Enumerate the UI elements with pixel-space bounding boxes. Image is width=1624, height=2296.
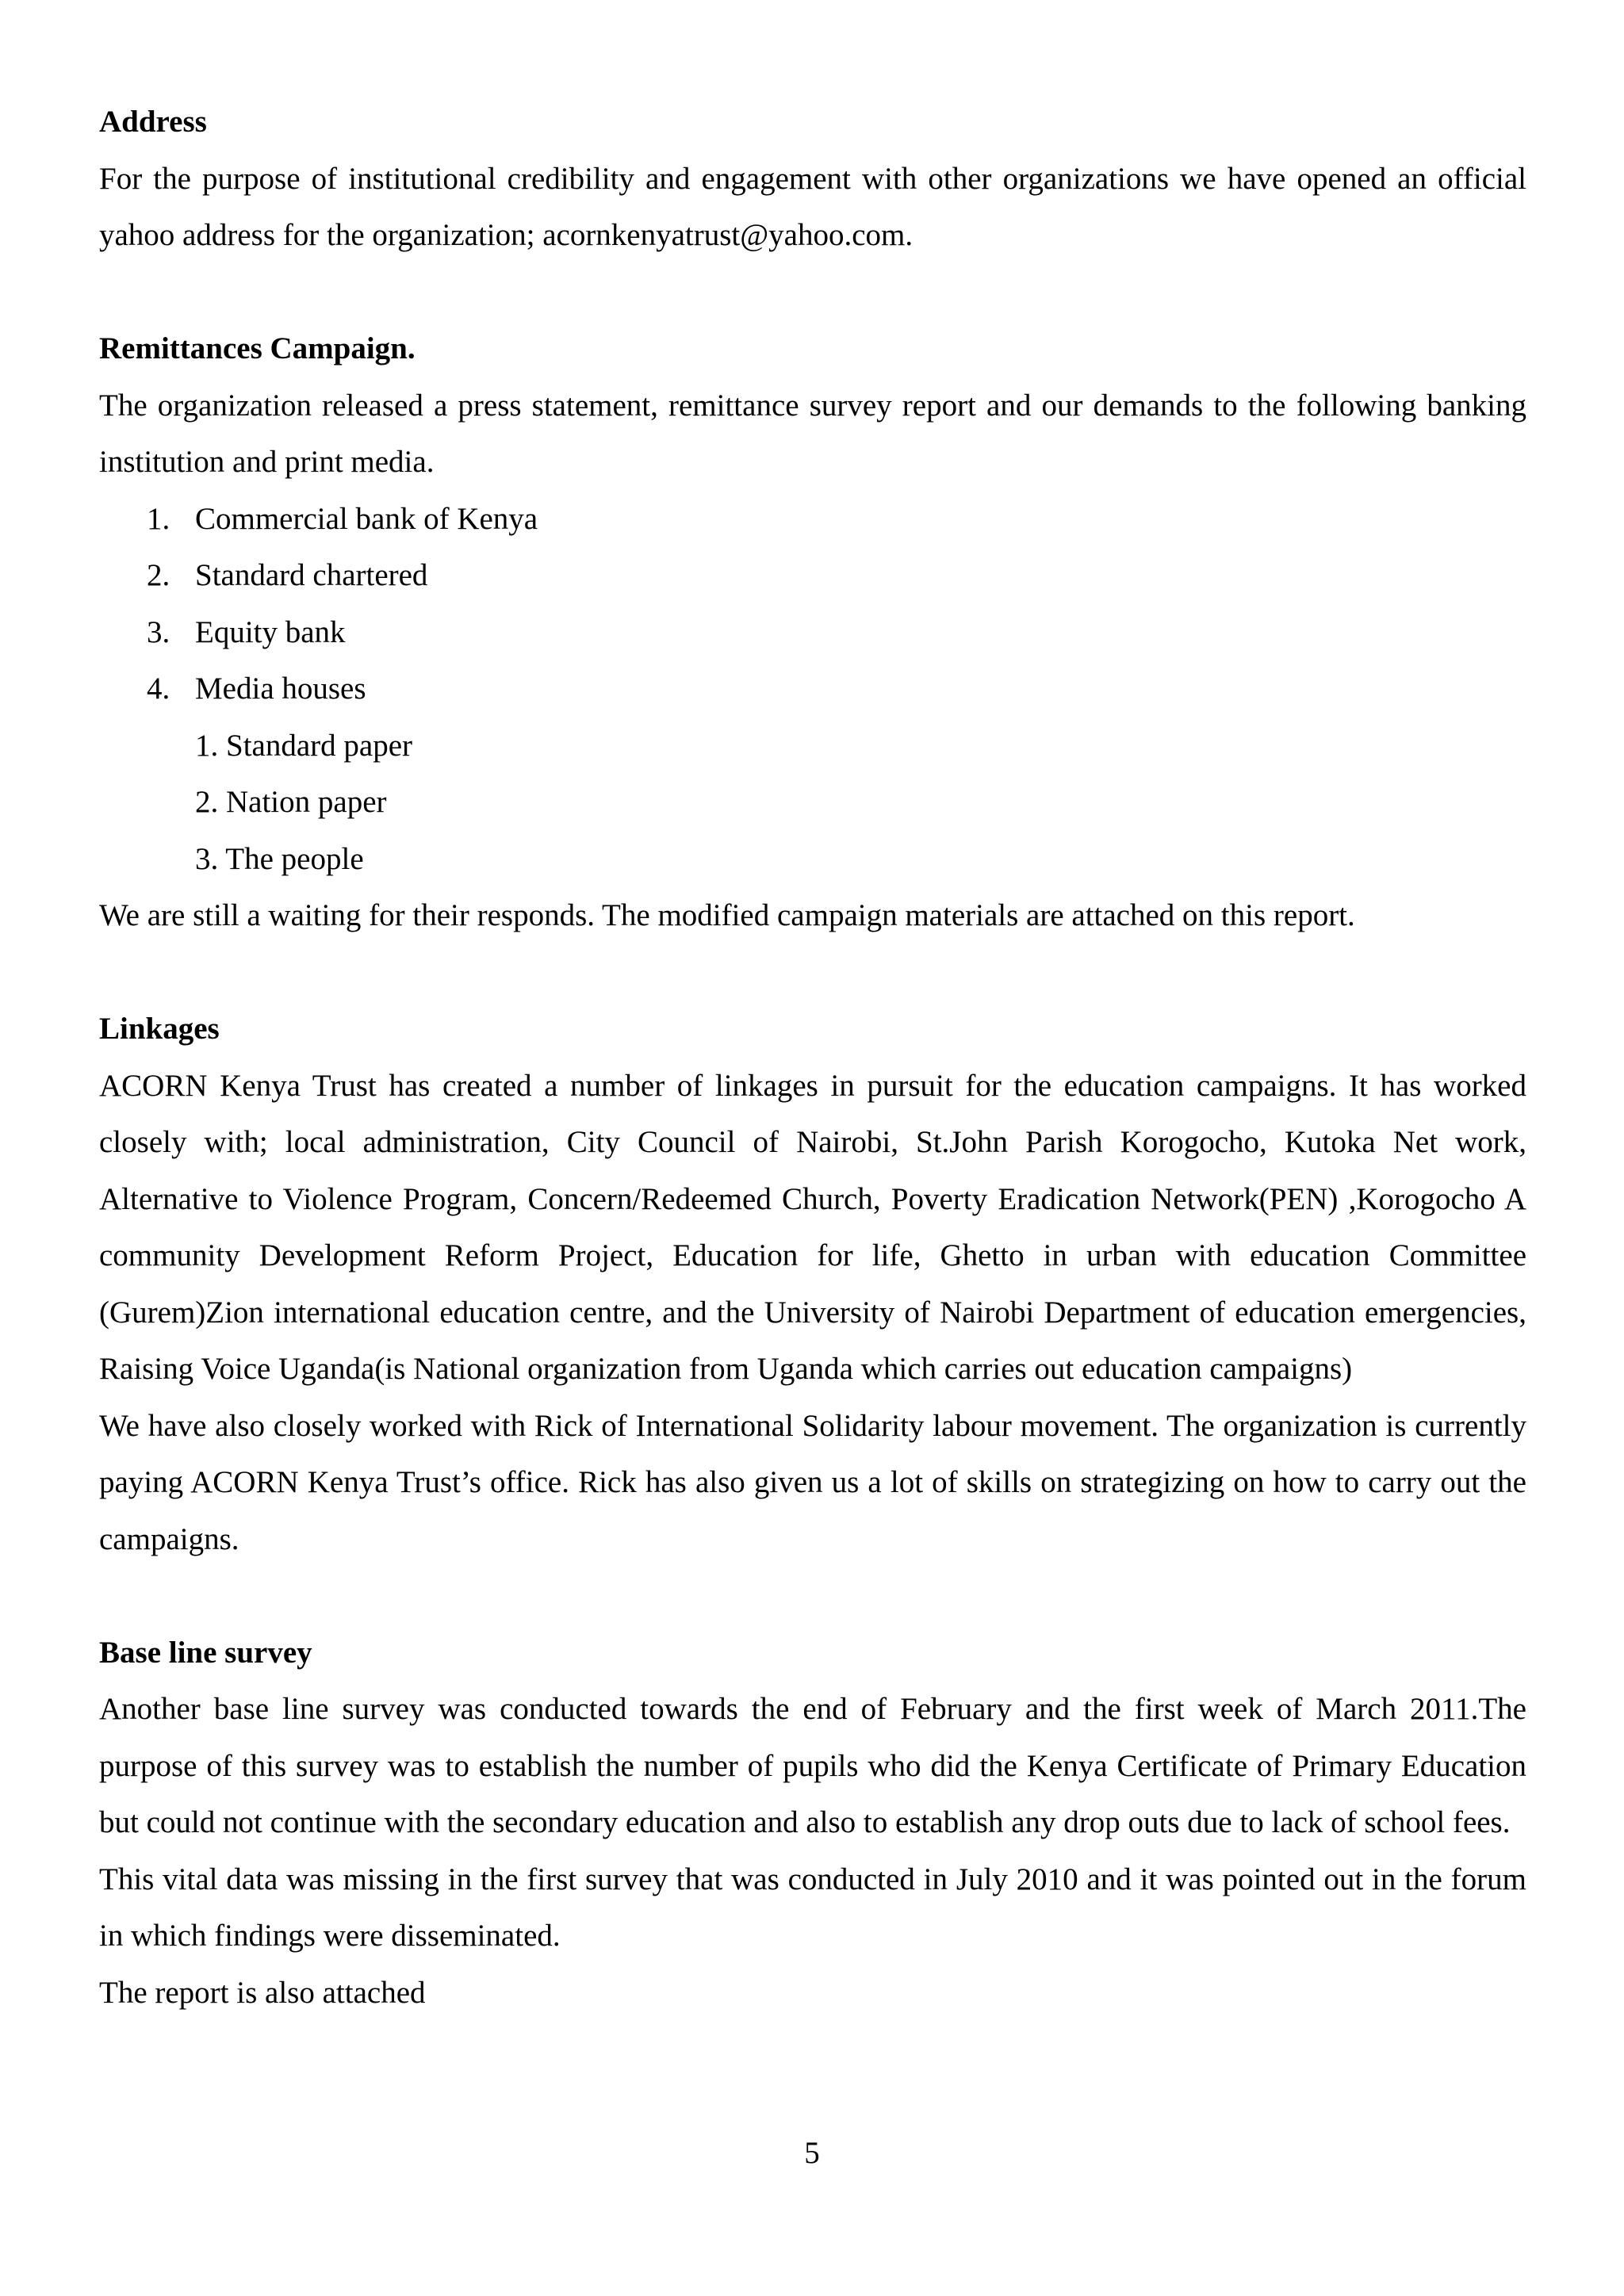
remittances-section: [99, 320, 1526, 944]
list-item-number: 4.: [147, 672, 170, 706]
list-item: [99, 660, 1526, 718]
baseline-paragraph-2: This vital data was missing in the first survey that was conducted in July 2010 and it was pointed out in the forum in which findings were disseminated.: [99, 1862, 1526, 1953]
linkages-section: [99, 1001, 1526, 1567]
address-paragraph: For the purpose of institutional credibility and engagement with other organizations we have opened an official yahoo address for the organization; acornkenyatrust@yahoo.com.: [99, 161, 1526, 252]
institution-list: [99, 491, 1526, 718]
section-spacer: [99, 1567, 1526, 1624]
media-list-item: 1. Standard paper: [195, 728, 412, 763]
list-item-label: Commercial bank of Kenya: [195, 501, 538, 536]
linkages-paragraph-1: ACORN Kenya Trust has created a number of linkages in pursuit for the education campaigns. It has worked closely with; local administration, City Council of Nairobi, St.John Parish Korogocho, Kutoka Net work, Alternative to Violence Program, Concern/Redeemed Church, Poverty Eradication Network(PEN) ,Korogocho A community Development Reform Project, Education for life, Ghetto in urban with education Committee (Gurem)Zion international education centre, and the University of Nairobi Department of education emergencies, Raising Voice Uganda(is National organization from Uganda which carries out education campaigns): [99, 1068, 1526, 1386]
list-item-number: 1.: [147, 501, 170, 536]
list-item: [99, 491, 1526, 548]
section-spacer: [99, 264, 1526, 321]
linkages-heading: Linkages: [99, 1012, 220, 1046]
baseline-section: [99, 1624, 1526, 2022]
linkages-paragraph-2: We have also closely worked with Rick of International Solidarity labour movement. The organization is currently paying ACORN Kenya Trust’s office. Rick has also given us a lot of skills on strategizing on how to carry out the campaigns.: [99, 1408, 1526, 1556]
media-list-item: 3. The people: [195, 841, 364, 876]
remittances-closing: We are still a waiting for their responds. The modified campaign materials are attached on this report.: [99, 898, 1355, 932]
list-item: [99, 547, 1526, 604]
media-houses-list: [99, 718, 1526, 888]
list-item-number: 3.: [147, 614, 170, 649]
document-page: [99, 94, 1526, 2021]
baseline-heading: Base line survey: [99, 1635, 312, 1670]
remittances-intro: The organization released a press statement, remittance survey report and our demands to the following banking institution and print media.: [99, 388, 1526, 479]
baseline-paragraph-1: Another base line survey was conducted towards the end of February and the first week of March 2011.The purpose of this survey was to establish the number of pupils who did the Kenya Certificate of Primary Education but could not continue with the secondary education and also to establish any drop outs due to lack of school fees.: [99, 1692, 1526, 1839]
list-item-label: Media houses: [195, 672, 366, 706]
remittances-heading: Remittances Campaign.: [99, 331, 416, 365]
media-list-item: 2. Nation paper: [195, 785, 387, 819]
address-section: [99, 94, 1526, 264]
section-spacer: [99, 944, 1526, 1001]
address-heading: Address: [99, 105, 207, 139]
list-item: [99, 604, 1526, 661]
page-number: 5: [804, 2136, 820, 2170]
list-item-label: Standard chartered: [195, 558, 428, 592]
list-item-label: Equity bank: [195, 614, 346, 649]
baseline-paragraph-3: The report is also attached: [99, 1975, 426, 2010]
list-item-number: 2.: [147, 558, 170, 592]
